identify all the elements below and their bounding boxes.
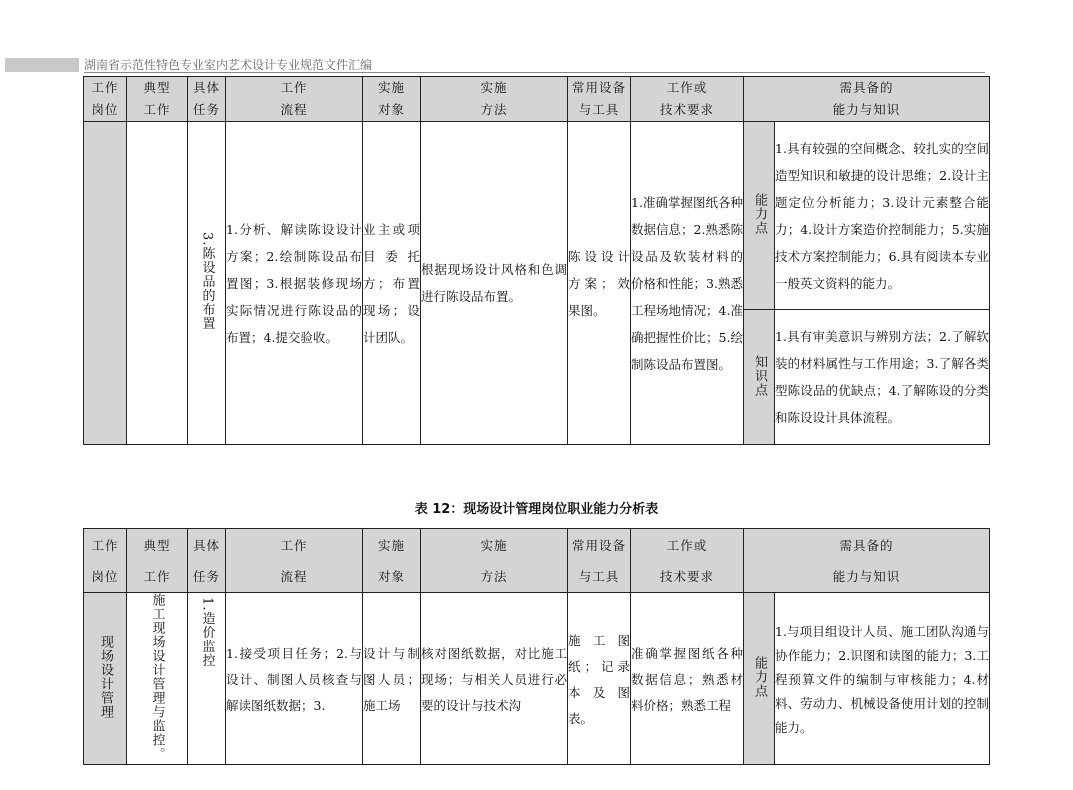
cell2-method: 核对图纸数据，对比施工现场；与相关人员进行必要的设计与技术沟 [421,593,568,765]
cell2-tech: 准确掌握图纸各种数据信息；熟悉材料价格；熟悉工程 [631,593,744,765]
col-tech: 工作或 技术要求 [631,77,744,122]
col2-method: 实施 方法 [421,529,568,593]
cell2-ability-text: 1.与项目组设计人员、施工团队沟通与协作能力；2.识图和读图的能力；3.工程预算文件的编制与审核能力；4.材料、劳动力、机械设备使用计划的控制能力。 [775,593,990,765]
col2-object: 实施 对象 [363,529,421,593]
col2-tech: 工作或 技术要求 [631,529,744,593]
cell-knowledge-text: 1.具有审美意识与辨别方法；2.了解软装的材料属性与工作用途；3.了解各类型陈设品的优缺点；4.了解陈设的分类和陈设设计具体流程。 [775,310,990,445]
header-rule [84,72,985,73]
typical-col2: 管理与监控。 [149,677,165,761]
col2-post: 工作 岗位 [84,529,127,593]
cell2-tools: 施工图纸；记录本及图表。 [568,593,631,765]
table-site-design-management [83,528,990,765]
col-typical: 典型 工作 [127,77,188,122]
cell-post-empty [84,122,127,445]
col2-typical: 典型 工作 [127,529,188,593]
col-task: 具体 任务 [188,77,226,122]
table2-header-row [84,529,990,593]
table2-row-cost-monitoring [84,593,990,765]
col-flow: 工作 流程 [226,77,363,122]
col-method: 实施 方法 [421,77,568,122]
cell2-object: 设计与制图人员；施工场 [363,593,421,765]
cell-typical-empty [127,122,188,445]
cell-tools: 陈设设计方案；效果图。 [568,122,631,445]
cell2-flow: 1.接受项目任务；2.与设计、制图人员核查与解读图纸数据；3. [226,593,363,765]
typical-col1: 施工现场设计 [149,593,165,677]
cell-knowledge-label: 知识点 [744,310,775,445]
cell-object: 业主或项目委托方；布置现场；设计团队。 [363,122,421,445]
table1-row-ability [84,122,990,310]
cell-tech: 1.准确掌握图纸各种数据信息；2.熟悉陈设品及软装材料的价格和性能；3.熟悉工程场地情况；4.准确把握性价比；5.绘制陈设品布置图。 [631,122,744,445]
table1-header-row [84,77,990,122]
cell-flow: 1.分析、解读陈设设计方案；2.绘制陈设品布置图；3.根据装修现场实际情况进行陈设品的布置；4.提交验收。 [226,122,363,445]
col-tools: 常用设备 与工具 [568,77,631,122]
cell2-typical [127,593,188,765]
document-header-title: 湖南省示范性特色专业室内艺术设计专业规范文件汇编 [84,58,373,72]
cell-task: 3.陈设品的布置 [188,122,226,445]
col-object: 实施 对象 [363,77,421,122]
cell-method: 根据现场设计风格和色调进行陈设品布置。 [421,122,568,445]
cell2-post: 现场设计管理 [84,593,127,765]
col2-flow: 工作 流程 [226,529,363,593]
cell-ability-text: 1.具有较强的空间概念、较扎实的空间造型知识和敏捷的设计思维；2.设计主题定位分析能力；3.设计元素整合能力；4.设计方案造价控制能力；5.实施技术方案控制能力；6.具有阅读本专业一般英文资料的能力。 [775,122,990,310]
table-12-title: 表 12：现场设计管理岗位职业能力分析表 [414,502,659,517]
col-post: 工作 岗位 [84,77,127,122]
col2-ability: 需具备的 能力与知识 [744,529,990,593]
col2-tools: 常用设备 与工具 [568,529,631,593]
col2-task: 具体 任务 [188,529,226,593]
header-gray-bar [5,58,79,72]
table-exhibit-layout [83,76,990,445]
cell-ability-label: 能力点 [744,122,775,310]
cell2-task: 1.造价监控 [188,593,226,765]
cell2-ability-label: 能力点 [744,593,775,765]
col-ability: 需具备的 能力与知识 [744,77,990,122]
